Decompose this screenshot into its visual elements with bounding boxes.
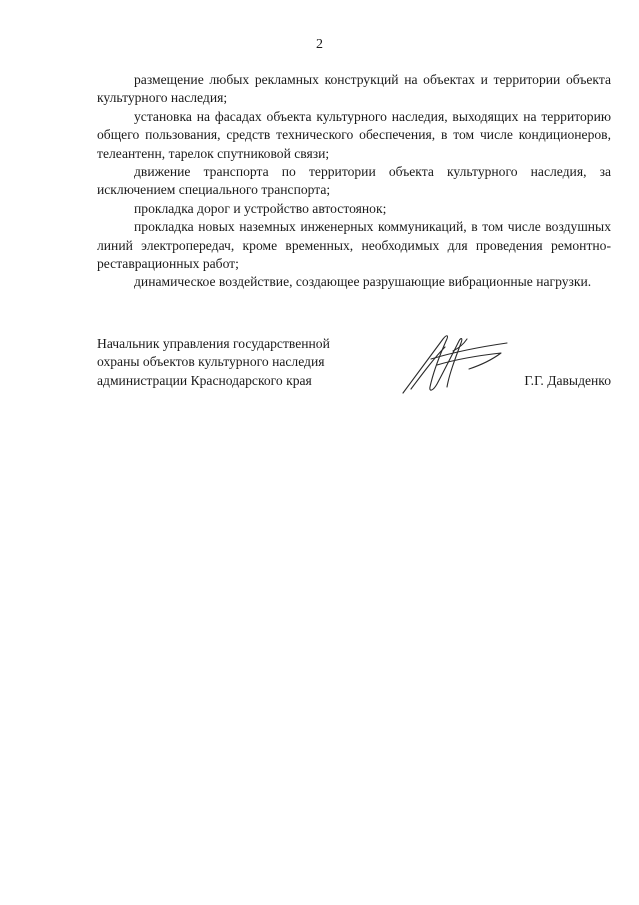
page-number: 2 (316, 37, 323, 52)
signatory-title (97, 335, 330, 390)
signatory-title-line: охраны объектов культурного наследия (97, 354, 325, 370)
signatory-title-line: Начальник управления государственной (97, 336, 330, 351)
restriction-paragraph: прокладка дорог и устройство автостоянок; (134, 200, 387, 216)
signature-block (97, 335, 611, 405)
restriction-paragraph: установка на фасадах объекта культурного наследия, выходящих на территорию общего пользования, средств технического обеспечения, в том числе кондиционеров, телеантенн, тарелок спутниковой связи; (97, 108, 611, 161)
restriction-paragraph: динамическое воздействие, создающее разрушающие вибрационные нагрузки. (134, 274, 592, 290)
signatory-title-line: администрации Краснодарского края (97, 372, 312, 388)
restriction-paragraph: прокладка новых наземных инженерных коммуникаций, в том числе воздушных линий электропередач, кроме временных, необходимых для проведения ремонтно-реставрационных работ; (97, 219, 611, 272)
signatory-name: Г.Г. Давыденко (524, 373, 611, 388)
restriction-paragraph: размещение любых рекламных конструкций на объектах и территории объекта культурного наследия; (97, 72, 611, 106)
restriction-paragraph: движение транспорта по территории объекта культурного наследия, за исключением специального транспорта; (97, 164, 611, 198)
handwritten-signature (397, 329, 512, 397)
restrictions-list (97, 71, 611, 292)
